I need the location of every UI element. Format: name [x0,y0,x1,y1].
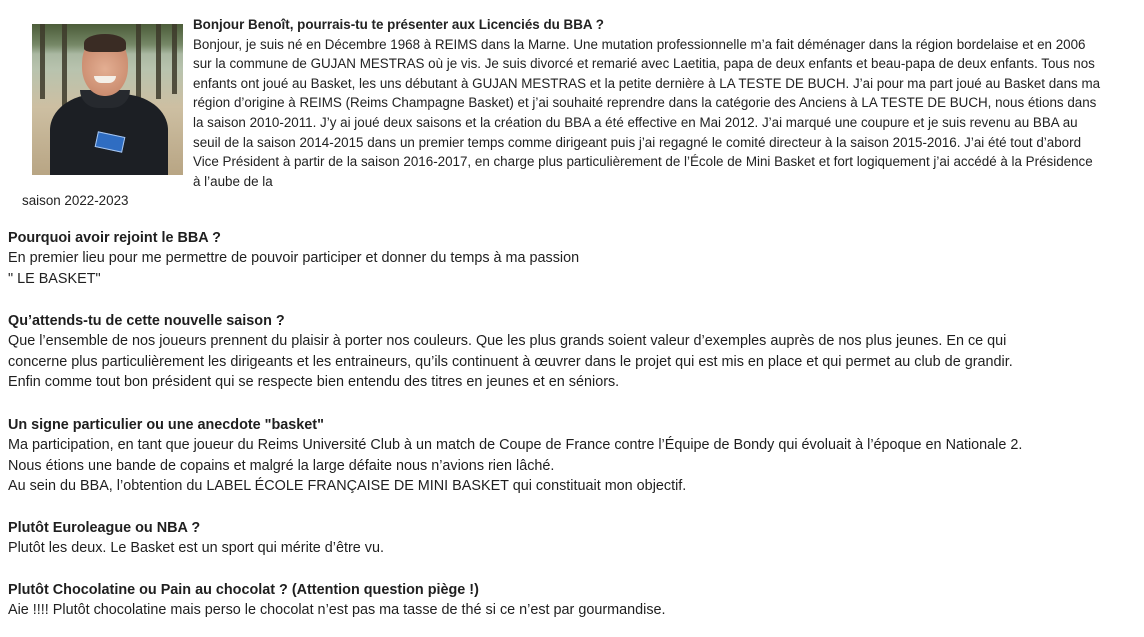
photo-tree [40,24,45,99]
qa-section-chocolatine [8,580,1144,621]
qa-section-season-expectations [8,311,1144,393]
section-answer-line: Plutôt les deux. Le Basket est un sport qui mérite d’être vu. [8,540,384,557]
section-answer-line: Aie !!!! Plutôt chocolatine mais perso le chocolat n’est pas ma tasse de thé si ce n’est par gourmandise. [8,602,666,619]
qa-section-euroleague-nba [8,518,1144,559]
photo-tree [136,24,141,104]
section-question: Un signe particulier ou une anecdote "basket" [8,417,324,433]
section-question: Pourquoi avoir rejoint le BBA ? [8,230,221,246]
qa-section-why-join [8,228,1144,289]
section-answer-line: Au sein du BBA, l’obtention du LABEL ÉCOLE FRANÇAISE DE MINI BASKET qui constituait mon objectif. [8,478,687,495]
section-question: Qu’attends-tu de cette nouvelle saison ? [8,313,285,329]
photo-smile [94,76,116,83]
photo-tree [62,24,67,109]
intro-question: Bonjour Benoît, pourrais-tu te présenter aux Licenciés du BBA ? [193,17,604,32]
photo-hair [84,34,126,52]
section-answer-line: En premier lieu pour me permettre de pouvoir participer et donner du temps à ma passion [8,250,580,267]
section-answer-line: Ma participation, en tant que joueur du Reims Université Club à un match de Coupe de France contre l’Équipe de Bondy qui évoluait à l’époque en Nationale 2. [8,437,1023,454]
section-answer-line: Nous étions une bande de copains et malgré la large défaite nous n’avions rien lâché. [8,457,555,474]
section-question: Plutôt Euroleague ou NBA ? [8,520,201,536]
section-question: Plutôt Chocolatine ou Pain au chocolat ? (Attention question piège !) [8,582,479,598]
section-answer-line: Enfin comme tout bon président qui se respecte bien entendu des titres en jeunes et en séniors. [8,374,620,391]
qa-section-anecdote [8,415,1144,497]
intro-answer-tail: saison 2022-2023 [22,193,129,209]
portrait-photo [32,24,183,175]
intro-answer: Bonjour, je suis né en Décembre 1968 à REIMS dans la Marne. Une mutation professionnelle m’a fait déménager dans la région bordelaise et en 2006 sur la commune de GUJAN MESTRAS où je vis. Je suis divorcé et remarié avec Laetitia, papa de deux enfants et beau-papa de deux enfants. Tous nos enfants ont joué au Basket, les uns débutant à GUJAN MESTRAS et la petite dernière à LA TESTE DE BUCH. J’ai pour ma part joué au Basket dans ma région d’origine à REIMS (Reims Champagne Basket) et j’ai souhaité reprendre dans la catégorie des Anciens à LA TESTE DE BUCH, nous étions dans la saison 2010-2011. J’y ai joué deux saisons et la création du BBA a été effective en Mai 2012. J’ai marqué une coupure et je suis revenu au BBA au seuil de la saison 2014-2015 dans un premier temps comme dirigeant puis j’ai regagné le comité directeur à la saison 2015-2016. J’ai été tout d’abord Vice Président à partir de la saison 2016-2017, en charge plus particulièrement de l’École de Mini Basket et fort logiquement j’ai accédé à la Présidence à l’aube de la [193,36,1101,189]
section-answer-line: Que l’ensemble de nos joueurs prennent du plaisir à porter nos couleurs. Que les plus grands soient valeur d’exemples auprès de nos plus jeunes. En ce qui [8,333,1007,350]
section-answer-line: " LE BASKET" [8,270,101,287]
intro-section [22,13,1102,211]
photo-tree [172,24,177,94]
section-answer-line: concerne plus particulièrement les dirigeants et les entraineurs, qu’ils continuent à œuvrer dans le projet qui est mis en place et qui permet au club de grandir. [8,353,1013,370]
photo-tree [156,24,161,99]
